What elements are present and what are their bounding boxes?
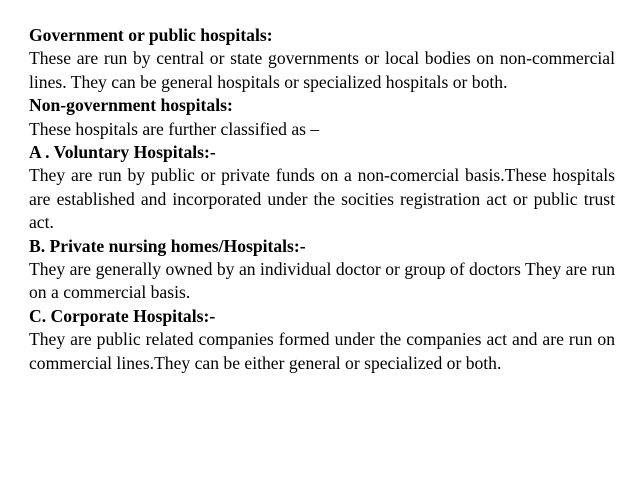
section-body: These are run by central or state governments or local bodies on non-commercial lines. They can be general hospitals or specialized hospitals or both. bbox=[29, 48, 615, 92]
section-body: They are run by public or private funds on a non-comercial basis.These hospitals are established and incorporated under the socities registration act or public trust act. bbox=[29, 165, 615, 233]
section-corporate-hospitals bbox=[29, 305, 615, 375]
section-non-government-hospitals bbox=[29, 94, 615, 141]
section-government-hospitals bbox=[29, 24, 615, 94]
section-heading: Non-government hospitals: bbox=[29, 95, 233, 116]
section-heading: B. Private nursing homes/Hospitals:- bbox=[29, 235, 306, 256]
section-body: They are generally owned by an individual doctor or group of doctors They are run on a commercial basis. bbox=[29, 259, 615, 303]
section-heading: A . Voluntary Hospitals:- bbox=[29, 142, 216, 163]
section-body: These hospitals are further classified as – bbox=[29, 118, 320, 139]
section-heading: C. Corporate Hospitals:- bbox=[29, 305, 216, 326]
section-body: They are public related companies formed under the companies act and are run on commercial lines.They can be either general or specialized or both. bbox=[29, 329, 615, 373]
slide-content bbox=[29, 24, 615, 375]
section-voluntary-hospitals bbox=[29, 141, 615, 235]
section-private-nursing-homes bbox=[29, 235, 615, 305]
section-heading: Government or public hospitals: bbox=[29, 25, 273, 45]
